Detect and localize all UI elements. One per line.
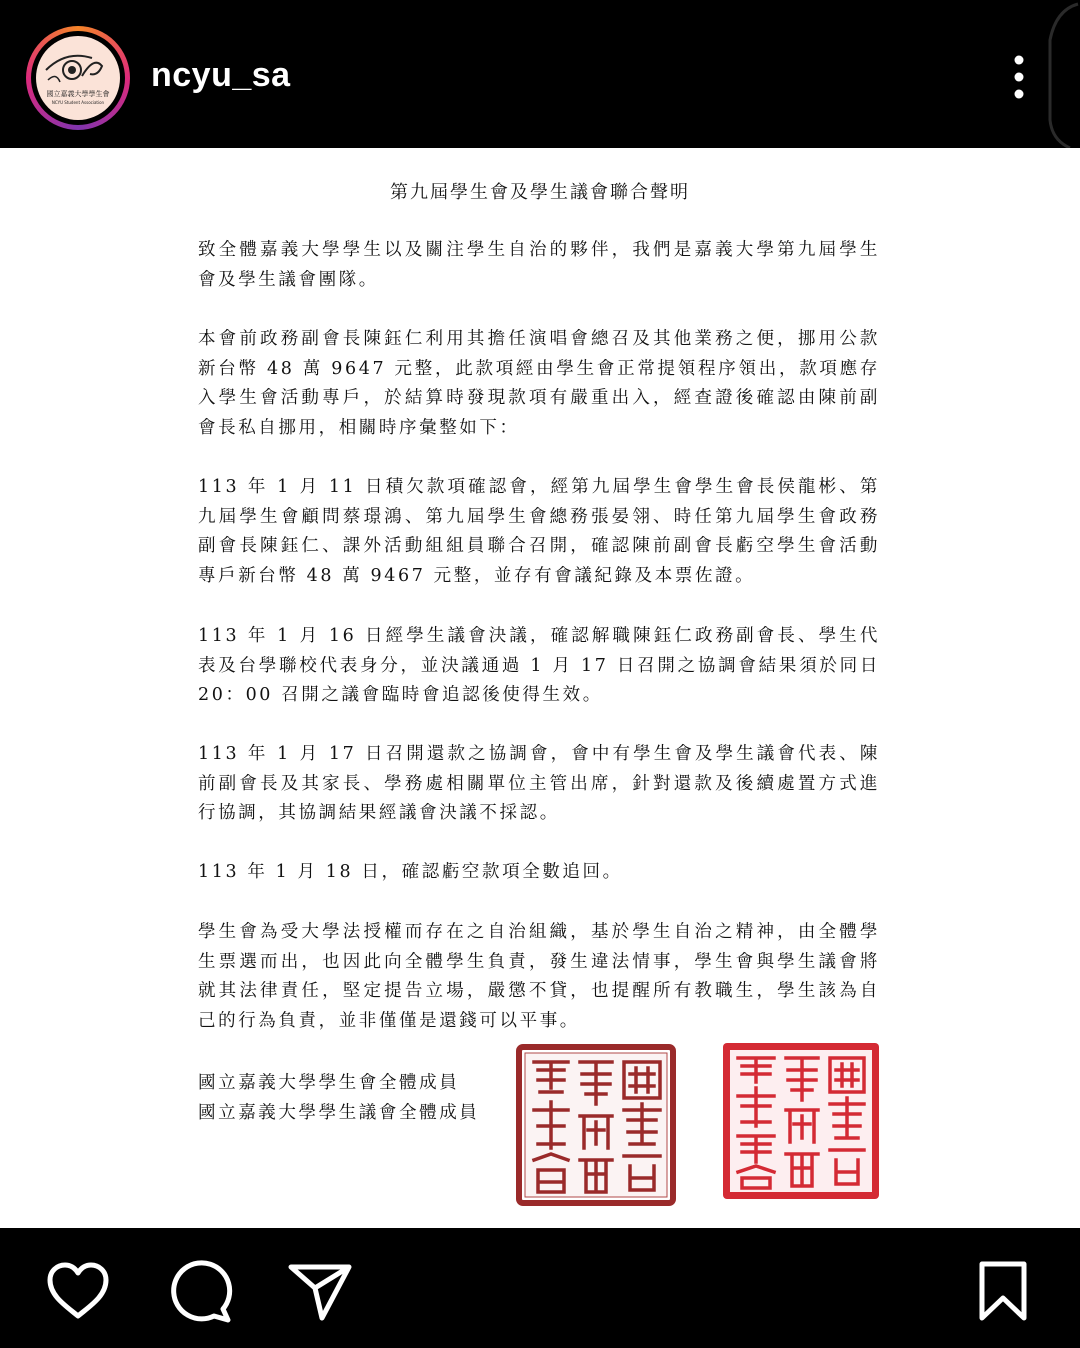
student-parliament-seal [720,1040,882,1202]
action-bar [0,1228,1080,1348]
svg-text:國立嘉義大學學生會: 國立嘉義大學學生會 [46,90,110,98]
document-title: 第九屆學生會及學生議會聯合聲明 [390,182,690,203]
paragraph-jan-18: 113 年 1 月 18 日，確認虧空款項全數追回。 [198,862,623,882]
paragraph-conclusion: 學生會為受大學法授權而存在之自治組織，基於學生自治之精神，由全體學生票選而出，也因此向全體學生負責，發生違法情事，學生會與學生議會將就其法律責任，堅定提告立場，嚴懲不貸，也提醒所有教職生，學生該為自己的行為負責，並非僅僅是還錢可以平事。 [198,922,880,1031]
bookmark-icon[interactable] [978,1260,1028,1322]
paragraph-jan-16: 113 年 1 月 16 日經學生議會決議，確認解職陳鈺仁政務副會長、學生代表及台學聯校代表身分，並決議通過 1 月 17 日召開之協調會結果須於同日 20：00 召開之議會臨時會追認後使得生效。 [198,626,880,706]
send-icon[interactable] [288,1262,352,1322]
signature-student-association: 國立嘉義大學學生會全體成員 [198,1073,460,1093]
logo-image [36,36,120,120]
svg-text:NCYU Student Association: NCYU Student Association [51,100,105,105]
student-association-seal [516,1044,676,1206]
signature-student-parliament: 國立嘉義大學學生議會全體成員 [198,1103,480,1123]
comment-icon[interactable] [168,1260,234,1324]
paragraph-jan-17: 113 年 1 月 17 日召開還款之協調會，會中有學生會及學生議會代表、陳前副會長及其家長、學務處相關單位主管出席，針對還款及後續處置方式進行協調，其協調結果經議會決議不採認。 [198,744,880,824]
post-header [0,0,1080,148]
profile-avatar[interactable] [26,26,130,130]
more-options-icon[interactable] [1002,52,1036,102]
signature-block [198,1068,479,1128]
paragraph-jan-11: 113 年 1 月 11 日積欠款項確認會，經第九屆學生會學生會長侯龍彬、第九屆學生會顧問蔡璟鴻、第九屆學生會總務張晏翎、時任第九屆學生會政務副會長陳鈺仁、課外活動組組員聯合召開，確認陳前副會長虧空學生會活動專戶新台幣 48 萬 9467 元整，並存有會議紀錄及本票佐證。 [198,477,880,586]
username[interactable]: ncyu_sa [151,56,291,94]
post-image[interactable] [0,148,1080,1228]
screen-edge-decoration [1040,0,1080,150]
paragraph-greeting: 致全體嘉義大學學生以及關注學生自治的夥伴，我們是嘉義大學第九屆學生會及學生議會團隊。 [198,240,880,290]
paragraph-incident: 本會前政務副會長陳鈺仁利用其擔任演唱會總召及其他業務之便，挪用公款新台幣 48 萬 9647 元整，此款項經由學生會正常提領程序領出，款項應存入學生會活動專戶，於結算時發現款項有嚴重出入，經查證後確認由陳前副會長私自挪用，相關時序彙整如下： [198,329,880,438]
heart-icon[interactable] [46,1262,110,1320]
